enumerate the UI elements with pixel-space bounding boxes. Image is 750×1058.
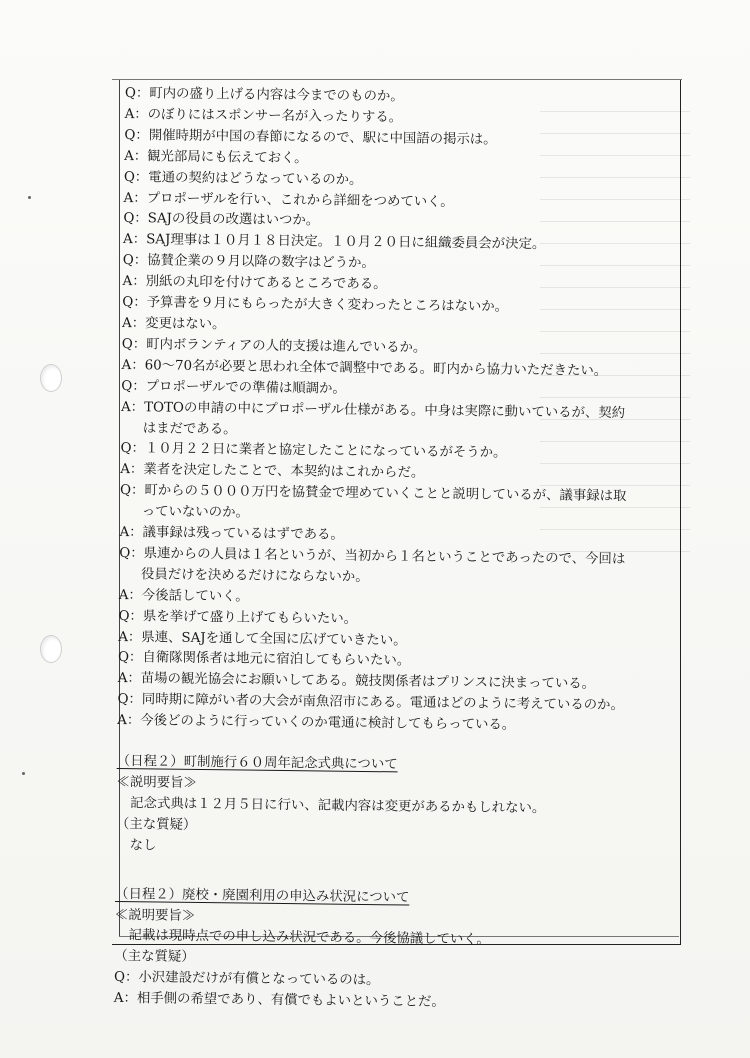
punch-hole-upper	[40, 364, 62, 392]
qa-answer: A：SAJ理事は１０月１８日決定。１０月２０日に組織委員会が決定。	[123, 232, 546, 253]
summary-text: 記念式典は１２月５日に行い、記載内容は変更があるかもしれない。	[130, 796, 546, 817]
qa-question: Q：協賛企業の９月以降の数字はどうか。	[122, 253, 375, 272]
qa-question: Q：県連からの人員は１名というが、当初から１名ということであったので、今回は	[119, 545, 626, 568]
qa-answer: A：相手側の希望であり、有償でもよいということだ。	[113, 991, 445, 1011]
qa-answer: A：別紙の丸印を付けてあるところである。	[122, 274, 387, 293]
qa-continuation-line: はまだである。	[142, 420, 237, 437]
qa-question: Q：プロポーザルでの準備は順調か。	[121, 378, 346, 397]
scan-speck	[28, 196, 31, 199]
qa-answer: A：TOTOの申請の中にプロポーザル仕様がある。中身は実際に動いているが、契約	[120, 399, 626, 421]
qa-question: Q：町からの５０００万円を協賛金で埋めていくことと説明しているが、議事録は取	[119, 483, 627, 505]
qa-list	[117, 84, 680, 739]
questions-label: （主な質疑）	[115, 816, 197, 833]
questions-text: なし	[129, 837, 157, 854]
qa-answer: A：県連、SAJを通して全国に広げていきたい。	[118, 629, 407, 649]
qa-answer: A：のぼりにはスポンサー名が入ったりする。	[124, 106, 403, 126]
qa-question: Q：１０月２２日に業者と協定したことになっているがそうか。	[120, 441, 507, 462]
summary-label: ≪説明要旨≫	[114, 907, 196, 924]
qa-answer: A：苗場の観光協会にお願いしてある。競技関係者はプリンスに決まっている。	[117, 671, 596, 693]
qa-question: Q：町内の盛り上げる内容は今までのものか。	[124, 85, 404, 105]
qa-answer: A：今後話していく。	[118, 587, 249, 605]
qa-answer: A：今後どのように行っていくのか電通に検討してもらっている。	[117, 713, 516, 734]
qa-question: Q：県を挙げて盛り上げてもらいたい。	[118, 608, 358, 627]
qa-question: Q：小沢建設だけが有償となっているのは。	[113, 970, 380, 989]
qa-answer: A：議事録は残っているはずである。	[119, 524, 344, 543]
qa-question: Q：町内ボランティアの人的支援は進んでいるか。	[121, 336, 427, 356]
qa-answer: A：プロポーザルを行い、これから詳細をつめていく。	[123, 190, 454, 210]
qa-question: Q：自衛隊関係者は地元に宿泊してもらいたい。	[117, 650, 411, 669]
minutes-body	[114, 84, 680, 1017]
qa-question: Q：予算書を９月にもらったが大きく変わったところはないか。	[122, 295, 509, 315]
summary-label: ≪説明要旨≫	[116, 774, 197, 791]
qa-answer: A：業者を決定したことで、本契約はこれからだ。	[120, 462, 425, 481]
summary-text: 記載は現時点での申し込み状況である。今後協議していく。	[128, 928, 490, 948]
qa-answer: A：変更はない。	[121, 315, 226, 333]
qa-answer: A：観光部局にも伝えておく。	[124, 148, 308, 166]
qa-question: Q：開催時期が中国の春節になるので、駅に中国語の掲示は。	[124, 127, 497, 148]
scan-speck	[22, 772, 25, 775]
questions-label: （主な質疑）	[114, 949, 195, 966]
qa-question: Q：電通の契約はどうなっているのか。	[123, 169, 363, 188]
qa-question: Q：SAJの役員の改選はいつか。	[123, 211, 320, 229]
section-heading-school-use: （日程２）廃校・廃園利用の申込み状況について	[115, 886, 410, 906]
qa-continuation-line: っていないのか。	[141, 504, 249, 521]
punch-hole-lower	[40, 635, 62, 663]
section-heading-ceremony: （日程２）町制施行６０周年記念式典について	[116, 754, 398, 773]
qa-question: Q：同時期に障がい者の大会が南魚沼市にある。電通はどのように考えているのか。	[117, 692, 624, 714]
qa-continuation-line: 役員だけを決めるだけにならないか。	[140, 567, 369, 585]
qa-answer: A：60～70名が必要と思われ全体で調整中である。町内から協力いただきたい。	[121, 357, 608, 379]
